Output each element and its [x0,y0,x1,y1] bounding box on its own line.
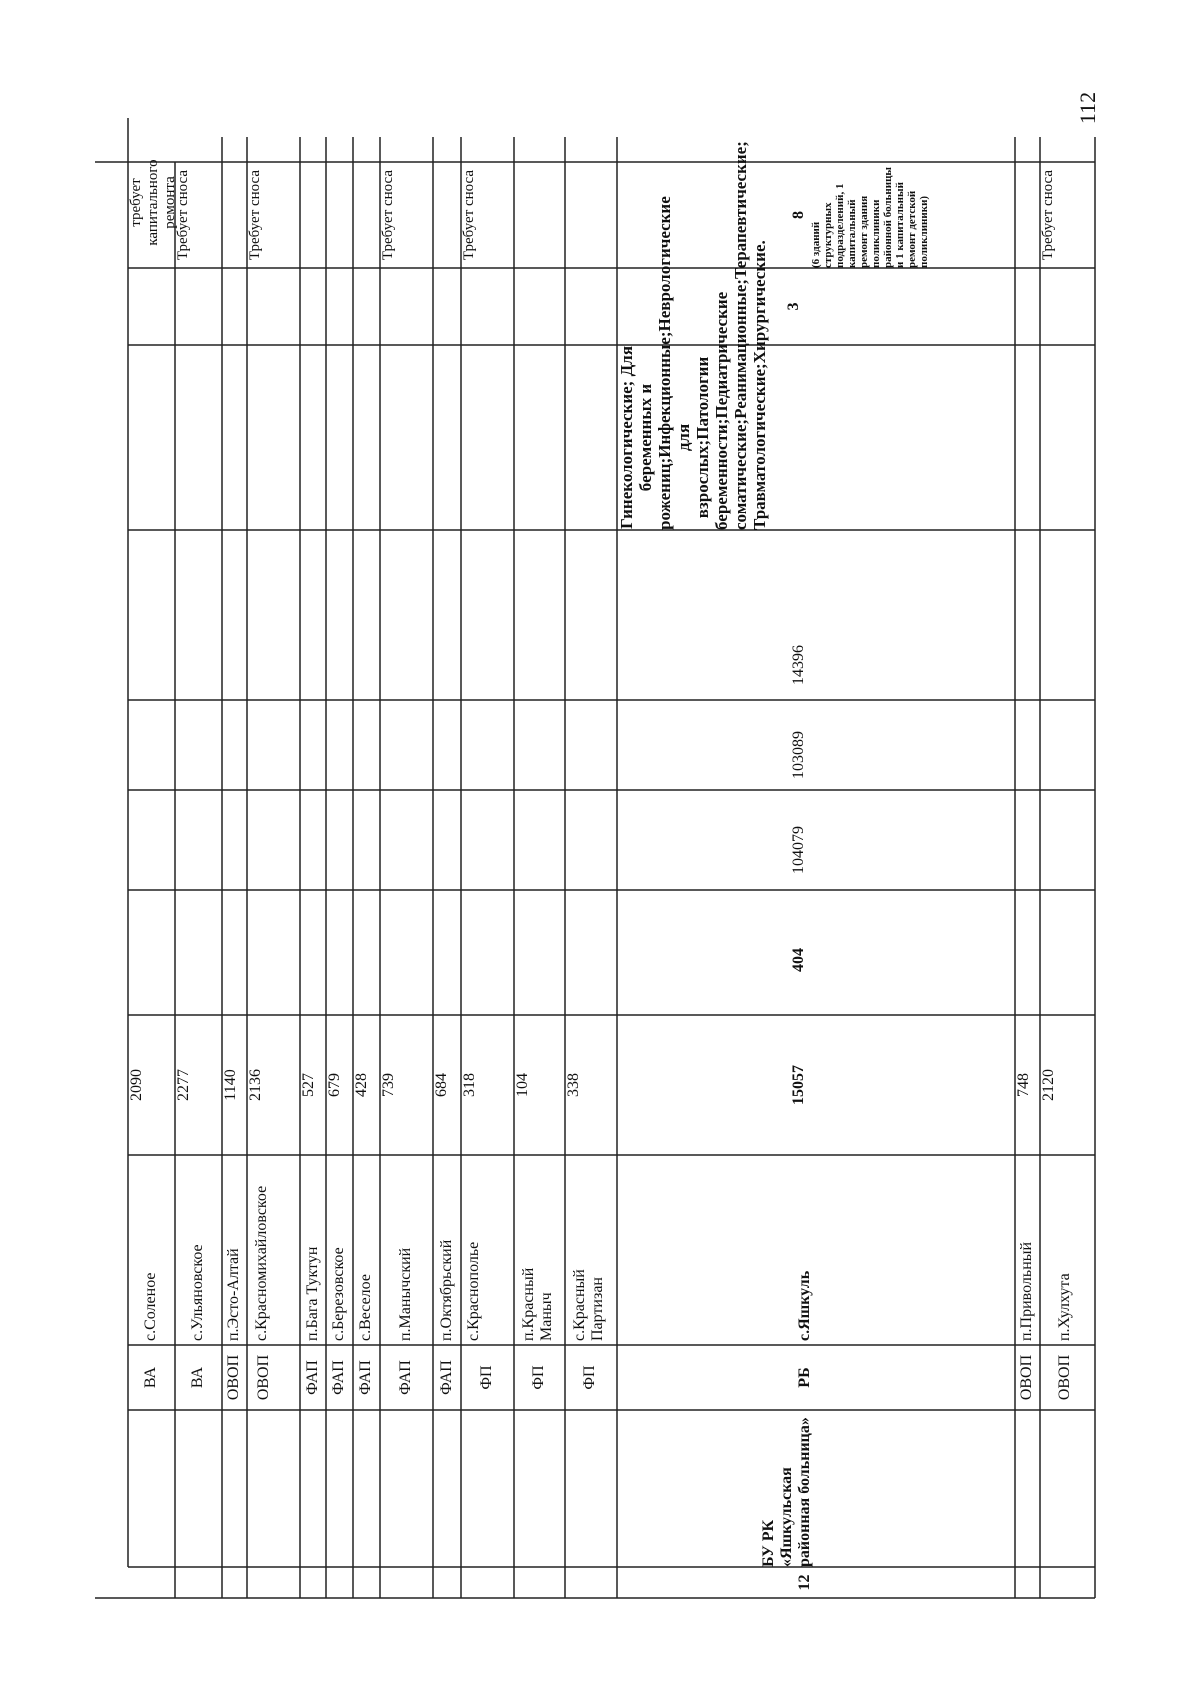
value-cell: 103089 [790,731,807,779]
type-cell: РБ [796,1367,813,1388]
status-cell: требует капитального ремонта [128,159,178,246]
population-cell: 2090 [128,1069,145,1101]
buildings-count: 8 [790,211,807,219]
settlement-cell: с.Красный Партизан [571,1269,606,1341]
population-cell: 748 [1015,1073,1032,1097]
population-cell: 527 [300,1073,317,1097]
population-cell: 318 [461,1073,478,1097]
population-cell: 15057 [790,1065,807,1105]
settlement-cell: п.Привольный [1018,1241,1035,1341]
type-cell: ФАП [397,1360,414,1395]
status-cell: Требует сноса [175,169,191,261]
organization-cell: БУ РК «Яшкульская районная больница» [760,1417,813,1567]
settlement-cell: п.Красный Маныч [520,1267,555,1341]
settlement-cell: п.Манычский [397,1247,414,1341]
beds-cell: 404 [790,948,807,972]
type-cell: ФАП [330,1360,347,1395]
population-cell: 2120 [1040,1069,1057,1101]
buildings-note: (6 зданий структурных подразделений, 1 капитальный ремонт здания поликлиники районной больницы и 1 капитальный ремонт детской поликлиники) [810,166,930,268]
status-cell: Требует сноса [461,169,477,261]
type-cell: ОВОП [1018,1354,1035,1401]
count-cell: 3 [785,302,802,311]
settlement-cell: с.Ульяновское [189,1244,206,1341]
population-cell: 2277 [175,1069,192,1101]
population-cell: 1140 [222,1069,239,1101]
settlement-cell: с.Веселое [357,1274,374,1341]
type-cell: ОВОП [225,1354,242,1401]
type-cell: ФАП [357,1360,374,1395]
type-cell: ФАП [438,1360,455,1395]
settlement-cell: с.Яшкуль [796,1270,813,1341]
type-cell: ФП [530,1365,547,1390]
type-cell: ОВОП [255,1354,272,1401]
settlement-cell: п.Хулхута [1056,1273,1073,1341]
population-cell: 684 [433,1073,450,1097]
type-cell: ФП [478,1365,495,1390]
value-cell: 14396 [790,645,807,685]
type-cell: ОВОП [1056,1354,1073,1401]
value-cell: 104079 [790,826,807,874]
settlement-cell: п.Октябрьский [438,1239,455,1341]
status-cell: Требует сноса [247,169,263,261]
population-cell: 679 [326,1073,343,1097]
settlement-cell: с.Краснополье [465,1241,482,1341]
status-cell: Требует сноса [1040,169,1056,261]
type-cell: ВА [142,1366,159,1389]
type-cell: ФП [581,1365,598,1390]
settlement-cell: с.Березовское [330,1247,347,1341]
page-number: 112 [1075,91,1100,125]
type-cell: ФАП [304,1360,321,1395]
population-cell: 338 [565,1073,582,1097]
settlement-cell: с.Красномихайловское [253,1185,270,1341]
status-cell: Требует сноса [380,169,396,261]
population-cell: 739 [380,1073,397,1097]
settlement-cell: с.Соленое [142,1272,159,1341]
profiles-cell: Гинекологические; Для беременных и рожениц;Инфекционные;Неврологические для взрослых;Патологии беременности;Педиатрические соматические;Реанимационные;Терапевтические; Травматологические;Хирургические. [617,141,769,530]
population-cell: 2136 [247,1069,264,1101]
population-cell: 428 [353,1073,370,1097]
settlement-cell: п.Эсто-Алтай [225,1248,242,1341]
population-cell: 104 [514,1073,531,1097]
row-number: 12 [796,1574,813,1591]
settlement-cell: п.Бага Туктун [304,1246,321,1341]
type-cell: ВА [189,1366,206,1389]
